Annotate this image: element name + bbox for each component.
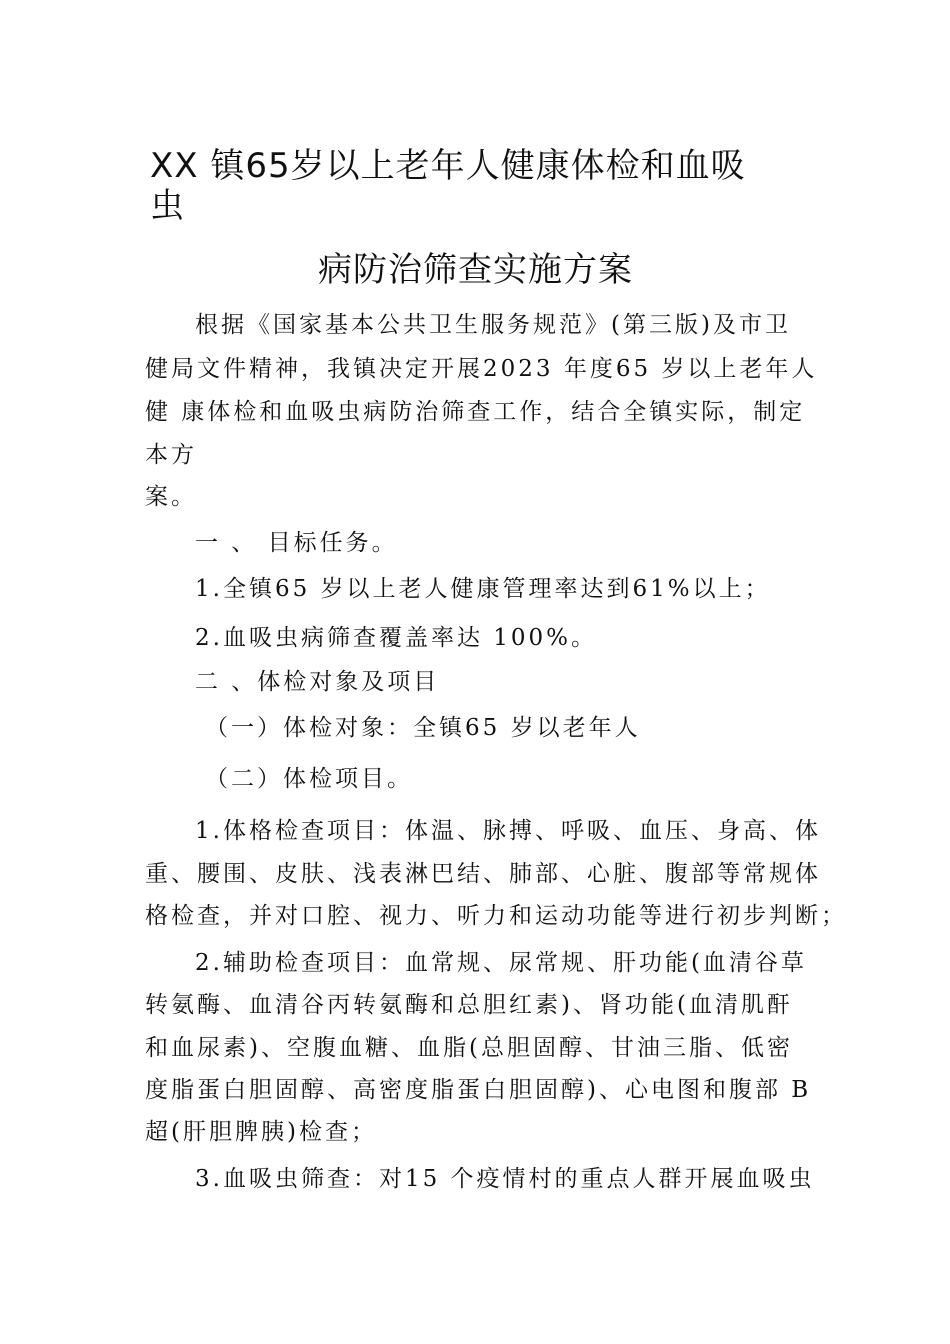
section2-item2-line-1: 2.辅助检查项目：血常规、尿常规、肝功能(血清谷草 — [195, 950, 807, 976]
section1-item-2: 2.血吸虫病筛查覆盖率达 100%。 — [195, 625, 598, 651]
section2-sub2: （二）体检项目。 — [205, 766, 413, 792]
section2-item2-line-4: 度脂蛋白胆固醇、高密度脂蛋白胆固醇)、心电图和腹部 B — [145, 1077, 812, 1103]
section2-item1-line-3: 格检查，并对口腔、视力、听力和运动功能等进行初步判断； — [145, 903, 847, 929]
section2-item1-line-1: 1.体格检查项目：体温、脉搏、呼吸、血压、身高、体 — [195, 818, 821, 844]
section1-heading: 一 、 目标任务。 — [195, 530, 398, 556]
section2-item2-line-3: 和血尿素)、空腹血糖、血脂(总胆固醇、甘油三脂、低密 — [145, 1035, 793, 1061]
intro-line-1: 根据《国家基本公共卫生服务规范》(第三版)及市卫 — [195, 312, 791, 338]
intro-line-3: 健 康体检和血吸虫病防治筛查工作，结合全镇实际，制定 — [145, 399, 806, 425]
section2-item3-line-1: 3.血吸虫筛查：对15 个疫情村的重点人群开展血吸虫 — [195, 1166, 815, 1192]
section1-item-1: 1.全镇65 岁以上老人健康管理率达到61%以上； — [195, 576, 771, 602]
document-title-line1: XX 镇65岁以上老年人健康体检和血吸 — [150, 146, 746, 186]
section2-item1-line-2: 重、腰围、皮肤、浅表淋巴结、肺部、心脏、腹部等常规体 — [145, 861, 821, 887]
section2-heading: 二 、体检对象及项目 — [195, 669, 440, 695]
section2-sub1: （一）体检对象：全镇65 岁以老年人 — [205, 715, 641, 741]
document-title-line2: 病防治筛查实施方案 — [318, 250, 633, 290]
section2-item2-line-5: 超(肝胆脾胰)检查； — [145, 1119, 377, 1145]
document-title-line1-wrap: 虫 — [150, 186, 185, 226]
intro-line-5: 案。 — [145, 484, 197, 510]
intro-line-4: 本方 — [145, 442, 197, 468]
section2-item2-line-2: 转氨酶、血清谷丙转氨酶和总胆红素)、肾功能(血清肌酐 — [145, 992, 793, 1018]
intro-line-2: 健局文件精神，我镇决定开展2023 年度65 岁以上老年人 — [145, 356, 818, 382]
